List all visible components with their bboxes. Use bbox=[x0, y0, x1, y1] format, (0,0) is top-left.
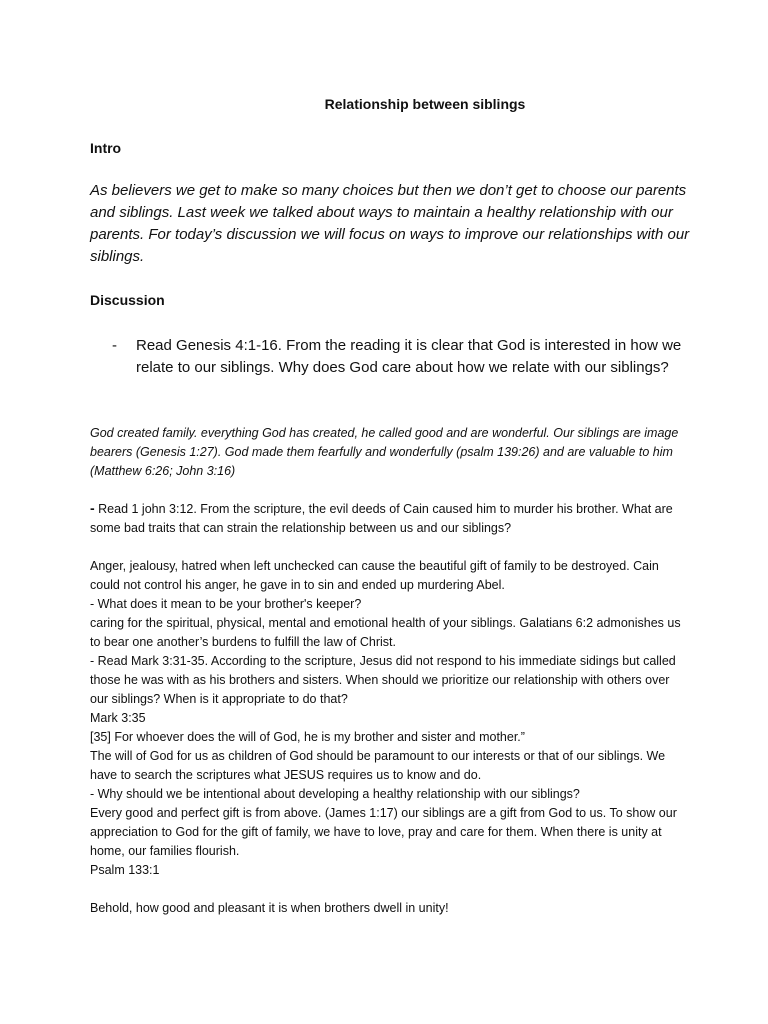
scripture-verse-psalm: Behold, how good and pleasant it is when brothers dwell in unity! bbox=[90, 901, 449, 915]
answer-anger: Anger, jealousy, hatred when left unchecked can cause the beautiful gift of family to be destroyed. Cain could not control his anger, he gave in to sin and ended up murdering Abel. bbox=[90, 559, 659, 592]
discussion-heading: Discussion bbox=[90, 292, 165, 308]
answer-keeper: caring for the spiritual, physical, mental and emotional health of your siblings. Galatians 6:2 admonishes us to bear one another’s burdens to fulfill the law of Christ. bbox=[90, 616, 681, 649]
spacer bbox=[90, 880, 690, 899]
discussion-bullet bbox=[112, 335, 692, 379]
discussion-body bbox=[90, 499, 690, 918]
scripture-ref-mark: Mark 3:35 bbox=[90, 711, 146, 725]
scripture-verse-mark: [35] For whoever does the will of God, he is my brother and sister and mother.” bbox=[90, 730, 525, 744]
intro-paragraph: As believers we get to make so many choices but then we don’t get to choose our parents and siblings. Last week we talked about ways to maintain a healthy relationship with our parents. For today’s discussion we will focus on ways to improve our relationships with our siblings. bbox=[90, 182, 690, 265]
scripture-ref-psalm: Psalm 133:1 bbox=[90, 863, 160, 877]
question-cain-text: Read 1 john 3:12. From the scripture, the evil deeds of Cain caused him to murder his brother. What are some bad traits that can strain the relationship between us and our siblings? bbox=[90, 502, 673, 535]
question-mark: - Read Mark 3:31-35. According to the scripture, Jesus did not respond to his immediate sidings but called those he was with as his brothers and sisters. When should we prioritize our relationship with others over our siblings? When is it appropriate to do that? bbox=[90, 654, 676, 706]
page-title: Relationship between siblings bbox=[324, 96, 526, 112]
bullet-question-genesis: Read Genesis 4:1-16. From the reading it is clear that God is interested in how we relate to our siblings. Why does God care about how we relate with our siblings? bbox=[136, 337, 682, 376]
intro-heading: Intro bbox=[90, 140, 122, 156]
question-keeper: - What does it mean to be your brother's keeper? bbox=[90, 597, 362, 611]
spacer bbox=[90, 538, 690, 557]
answer-family-italic: God created family. everything God has created, he called good and are wonderful. Our siblings are image bearers (Genesis 1:27). God made them fearfully and wonderfully (psalm 139:26) and are valuable to him (Matthew 6:26; John 3:16) bbox=[90, 426, 679, 478]
question-cain bbox=[90, 499, 690, 538]
answer-gift: Every good and perfect gift is from above. (James 1:17) our siblings are a gift from God to us. To show our appreciation to God for the gift of family, we have to love, pray and care for them. When there is unity at home, our families flourish. bbox=[90, 806, 677, 858]
bullet-dash: - bbox=[112, 337, 117, 354]
question-intentional: - Why should we be intentional about developing a healthy relationship with our siblings? bbox=[90, 787, 580, 801]
answer-will-of-god: The will of God for us as children of God should be paramount to our interests or that of our siblings. We have to search the scriptures what JESUS requires us to know and do. bbox=[90, 749, 666, 782]
question-dash: - bbox=[90, 500, 95, 516]
